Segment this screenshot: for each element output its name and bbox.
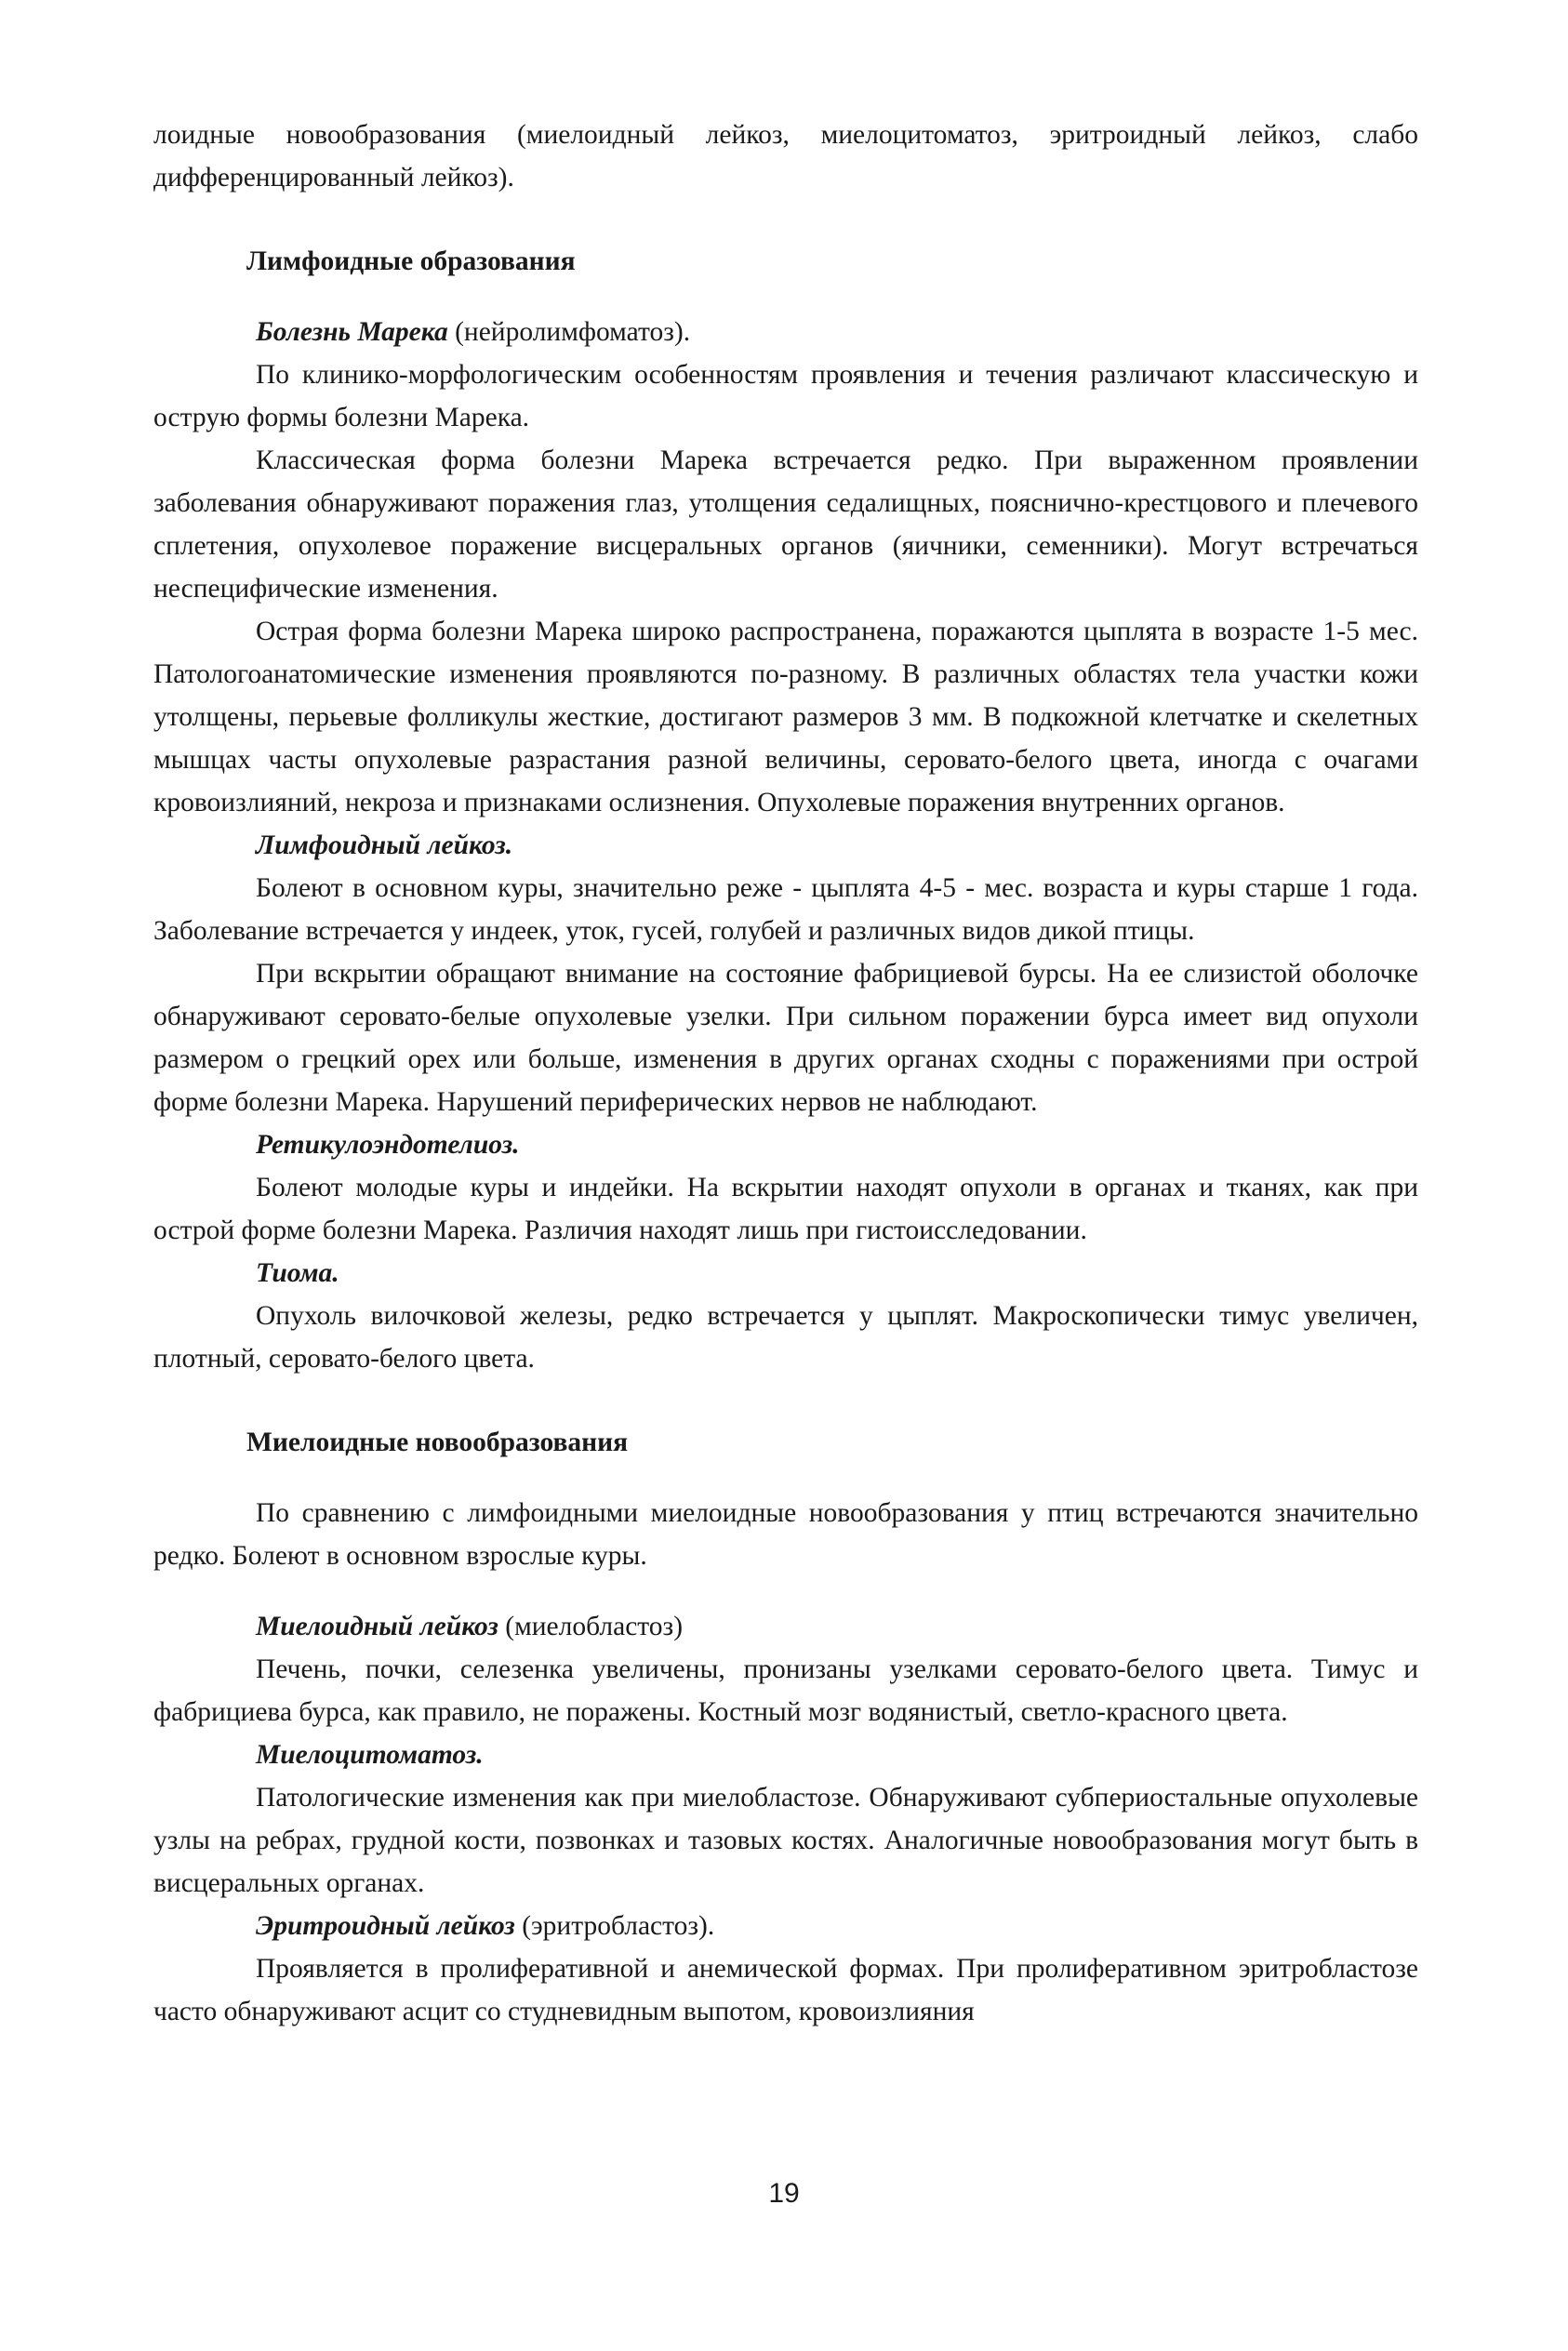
marek-title: Болезнь Марека <box>256 317 448 347</box>
lymphoid-leukosis-title: Лимфоидный лейкоз. <box>256 830 513 860</box>
erythroid-leukosis-title-rest: (эритробластоз). <box>514 1911 715 1941</box>
paragraph-reticuloendotheliosis: Болеют молодые куры и индейки. На вскрытии находят опухоли в органах и тканях, как при острой форме болезни Марека. Различия находят лишь при гистоисследовании. <box>153 1173 1418 1245</box>
paragraph-erythroid-leukosis: Проявляется в пролиферативной и анемической формах. При пролиферативном эритробластозе часто обнаруживают асцит со студневидным выпотом, кровоизлияния <box>153 1954 1418 2026</box>
subheading-myeloid-leukosis <box>153 1605 1418 1648</box>
thymoma-title: Тиома. <box>256 1258 339 1288</box>
subheading-erythroid-leukosis <box>153 1905 1418 1947</box>
myeloid-leukosis-title-rest: (миелобластоз) <box>498 1612 684 1641</box>
erythroid-leukosis-title: Эритроидный лейкоз <box>256 1911 515 1941</box>
page-number: 19 <box>768 2178 800 2209</box>
subheading-marek <box>153 311 1418 353</box>
subheading-lymphoid-leukosis <box>153 824 1418 867</box>
myeloid-leukosis-title: Миелоидный лейкоз <box>256 1612 498 1641</box>
reticuloendotheliosis-title: Ретикулоэндотелиоз. <box>256 1130 520 1160</box>
paragraph-marek-classic: Классическая форма болезни Марека встречается редко. При выраженном проявлении заболевания обнаруживают поражения глаз, утолщения седалищных, пояснично-крестцового и плечевого сплетения, опухолевое поражение висцеральных органов (яичники, семенники). Могут встречаться неспецифические изменения. <box>153 445 1418 604</box>
subheading-thymoma <box>153 1252 1418 1295</box>
paragraph-lymphoid-leukosis: Болеют в основном куры, значительно реже - цыплята 4-5 - мес. возраста и куры старше 1 года. Заболевание встречается у индеек, уток, гусей, голубей и различных видов дикой птицы. <box>153 873 1418 946</box>
paragraph-marek-acute: Острая форма болезни Марека широко распространена, поражаются цыплята в возрасте 1-5 мес. Патологоанатомические изменения проявляются по-разному. В различных областях тела участки кожи утолщены, перьевые фолликулы жесткие, достигают размеров 3 мм. В подкожной клетчатке и скелетных мышцах часты опухолевые разрастания разной величины, серовато-белого цвета, иногда с очагами кровоизлияний, некроза и признаками ослизнения. Опухолевые поражения внутренних органов. <box>153 617 1418 817</box>
subheading-myelocytomatosis <box>153 1733 1418 1776</box>
paragraph-intro: лоидные новообразования (миелоидный лейкоз, миелоцитоматоз, эритроидный лейкоз, слабо дифференцированный лейкоз). <box>153 120 1418 193</box>
myelocytomatosis-title: Миелоцитоматоз. <box>256 1740 484 1770</box>
marek-title-rest: (нейролимфоматоз). <box>447 317 691 347</box>
subheading-reticuloendotheliosis <box>153 1123 1418 1166</box>
paragraph-myelocytomatosis: Патологические изменения как при миелобластозе. Обнаруживают субпериостальные опухолевые узлы на ребрах, грудной кости, позвонках и тазовых костях. Аналогичные новообразования могут быть в висцеральных органах. <box>153 1783 1418 1898</box>
heading-lymphoid: Лимфоидные образования <box>246 246 576 276</box>
paragraph-thymoma: Опухоль вилочковой железы, редко встречается у цыплят. Макроскопически тимус увеличен, плотный, серовато-белого цвета. <box>153 1301 1418 1374</box>
document-body <box>153 113 1418 2033</box>
heading-myeloid: Миелоидные новообразования <box>246 1428 629 1457</box>
paragraph-myeloid-leukosis: Печень, почки, селезенка увеличены, пронизаны узелками серовато-белого цвета. Тимус и фабрициева бурса, как правило, не поражены. Костный мозг водянистый, светло-красного цвета. <box>153 1654 1418 1727</box>
paragraph-bursa: При вскрытии обращают внимание на состояние фабрициевой бурсы. На ее слизистой оболочке обнаруживают серовато-белые опухолевые узелки. При сильном поражении бурса имеет вид опухоли размером о грецкий орех или больше, изменения в других органах сходны с поражениями при острой форме болезни Марека. Нарушений периферических нервов не наблюдают. <box>153 959 1418 1117</box>
paragraph-marek-forms: По клинико-морфологическим особенностям проявления и течения различают классическую и острую формы болезни Марека. <box>153 360 1418 432</box>
paragraph-myeloid-intro: По сравнению с лимфоидными миелоидные новообразования у птиц встречаются значительно редко. Болеют в основном взрослые куры. <box>153 1498 1418 1571</box>
